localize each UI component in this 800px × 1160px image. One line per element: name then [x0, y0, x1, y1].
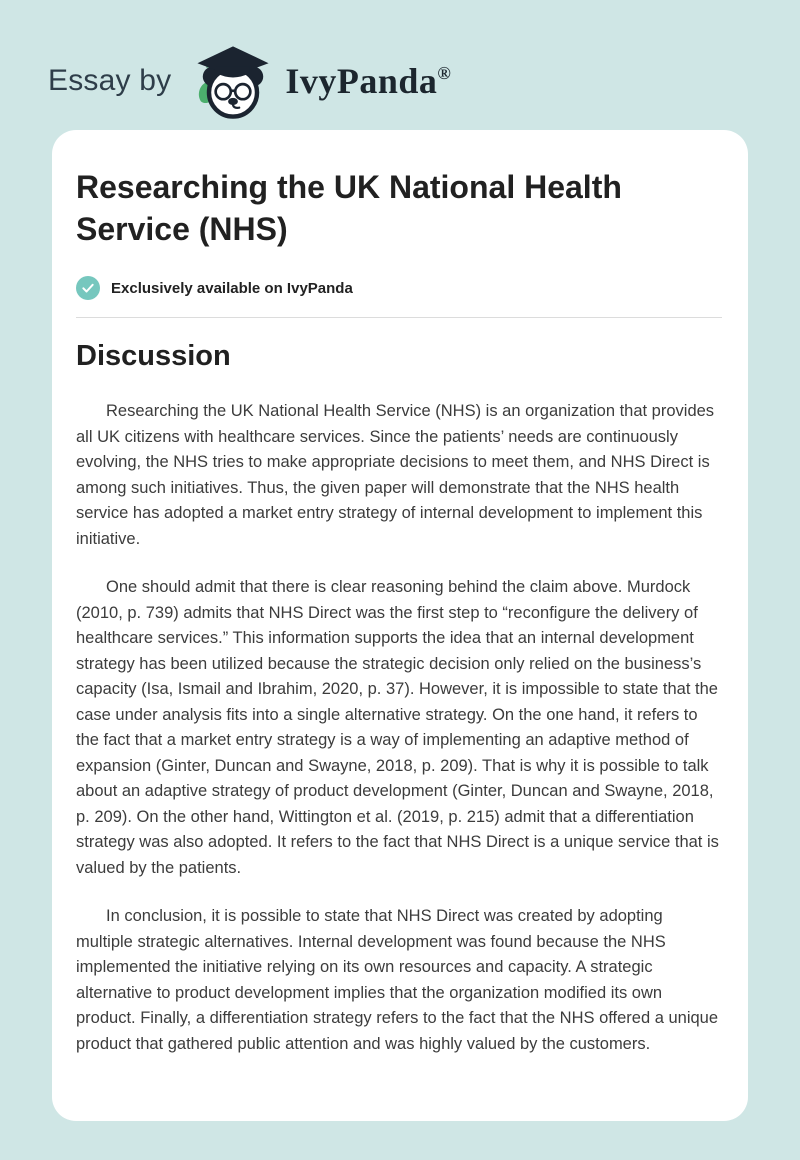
site-header	[0, 0, 800, 122]
essay-paragraph: In conclusion, it is possible to state that NHS Direct was created by adopting multiple strategic alternatives. Internal development was found because the NHS implemented the initiative relying on its own resources and capacity. A strategic alternative to product development implies that the organization modified its own product. Finally, a differentiation strategy refers to the fact that the NHS offered a unique product that gathered public attention and was highly valued by the customers.	[76, 907, 719, 1053]
divider	[76, 317, 722, 318]
section-heading: Discussion	[76, 340, 231, 373]
essay-paragraph: Researching the UK National Health Service (NHS) is an organization that provides all UK citizens with healthcare services. Since the patients’ needs are continuously evolving, the NHS tries to make appropriate decisions to meet them, and NHS Direct is among such initiatives. Thus, the given paper will demonstrate that the NHS health service has adopted a market entry strategy of internal development to implement this initiative.	[76, 402, 715, 548]
registered-trademark-symbol: ®	[437, 63, 452, 83]
exclusive-badge	[76, 276, 722, 300]
essay-paragraph: One should admit that there is clear reasoning behind the claim above. Murdock (2010, p. 739) admits that NHS Direct was the first step to “reconfigure the delivery of healthcare services.” This information supports the idea that an internal development strategy has been utilized because the strategic decision only relied on the business’s capacity (Isa, Ismail and Ibrahim, 2020, p. 37). However, it is impossible to state that the case under analysis fits into a single alternative strategy. On the one hand, it refers to the fact that a market entry strategy is a way of implementing an adaptive method of expansion (Ginter, Duncan and Swayne, 2018, p. 209). That is why it is possible to talk about an adaptive strategy of product development (Ginter, Duncan and Swayne, 2018, p. 209). On the other hand, Wittington et al. (2019, p. 215) admit that a differentiation strategy was also adopted. It refers to the fact that NHS Direct is a unique service that is valued by the patients.	[76, 578, 719, 877]
essay-card	[52, 130, 748, 1121]
ivypanda-panda-logo-icon[interactable]	[185, 41, 281, 121]
essay-by-label: Essay by	[48, 64, 172, 97]
ivypanda-logo-text[interactable]: IvyPanda®	[285, 61, 452, 101]
page-title: Researching the UK National Health Service (NHS)	[76, 169, 622, 248]
check-icon	[76, 276, 100, 300]
exclusive-badge-label: Exclusively available on IvyPanda	[111, 279, 353, 297]
